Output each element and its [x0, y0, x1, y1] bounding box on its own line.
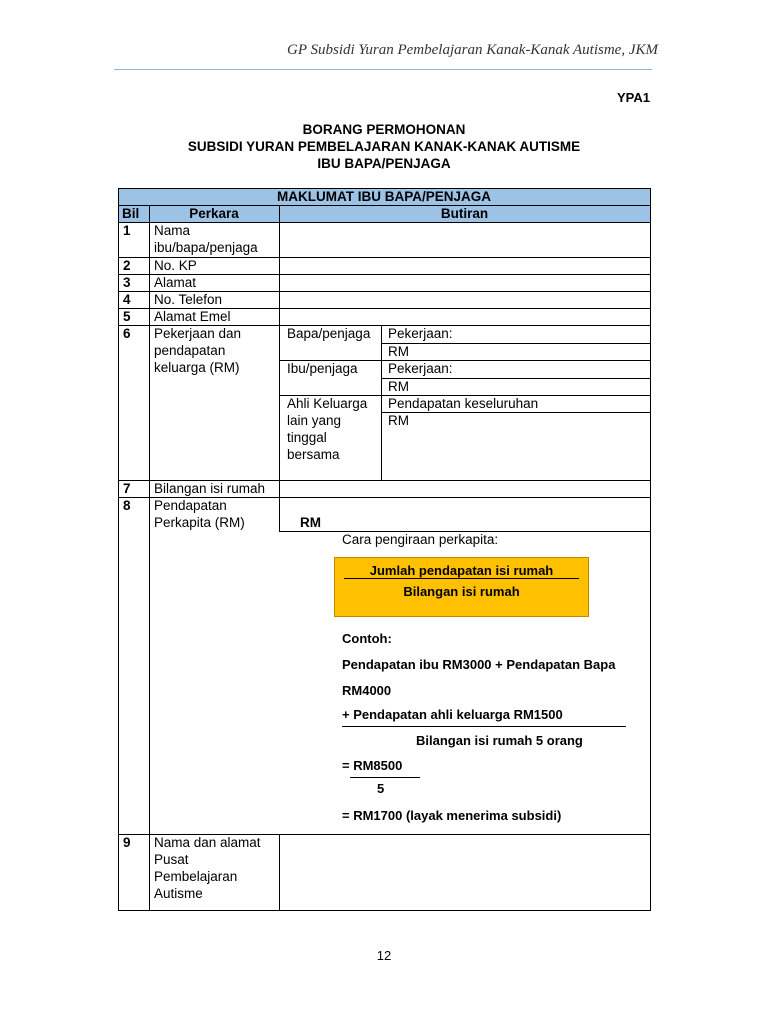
perkara-alamat: Alamat — [154, 275, 197, 290]
formula-box — [334, 557, 589, 617]
example-line: + Pendapatan ahli keluarga RM1500 — [342, 707, 563, 722]
row-number: 5 — [123, 309, 131, 324]
example-line: = RM1700 (layak menerima subsidi) — [342, 808, 562, 823]
example-line: Pendapatan ibu RM3000 + Pendapatan Bapa — [342, 657, 616, 672]
example-divider — [342, 726, 626, 727]
bapa-job-field[interactable]: Pekerjaan: — [388, 326, 453, 341]
formula-divider — [344, 578, 579, 579]
bapa-label: Bapa/penjaga — [287, 326, 371, 341]
row-number: 4 — [123, 292, 131, 307]
bapa-income-field[interactable]: RM — [388, 344, 409, 359]
form-code: YPA1 — [617, 90, 650, 105]
row-number: 2 — [123, 258, 131, 273]
row-number: 7 — [123, 481, 131, 496]
form-titles — [0, 121, 768, 172]
title-line-1: BORANG PERMOHONAN — [302, 122, 466, 137]
example-line: = RM8500 — [342, 758, 403, 773]
section-title: MAKLUMAT IBU BAPA/PENJAGA — [277, 189, 491, 204]
ibu-income-field[interactable]: RM — [388, 379, 409, 394]
ibu-job-field[interactable]: Pekerjaan: — [388, 361, 453, 376]
contoh-label: Contoh: — [342, 631, 392, 646]
ahli-label: Ahli Keluarga lain yang tinggal bersama — [287, 396, 368, 462]
title-line-3: IBU BAPA/PENJAGA — [317, 156, 451, 171]
page-number: 12 — [376, 948, 392, 963]
perkapita-rm-field[interactable]: RM — [300, 515, 321, 530]
row-number: 1 — [123, 223, 131, 238]
running-header: GP Subsidi Yuran Pembelajaran Kanak-Kanak Autisme, JKM — [287, 42, 658, 58]
row-number: 9 — [123, 835, 131, 850]
ahli-income-field[interactable]: RM — [388, 413, 409, 428]
example-line: RM4000 — [342, 683, 392, 698]
column-header-butiran: Butiran — [440, 206, 489, 221]
perkara-pekerjaan: Pekerjaan dan pendapatan keluarga (RM) — [154, 326, 242, 375]
perkara-nama: Nama ibu/bapa/penjaga — [154, 223, 258, 255]
column-header-perkara: Perkara — [189, 206, 239, 221]
perkara-isi-rumah: Bilangan isi rumah — [154, 481, 266, 496]
formula-numerator: Jumlah pendapatan isi rumah — [369, 563, 554, 578]
cara-pengiraan: Cara pengiraan perkapita: — [342, 532, 499, 547]
example-line: Bilangan isi rumah 5 orang — [416, 733, 583, 748]
row-number: 6 — [123, 326, 131, 341]
perkara-perkapita: Pendapatan Perkapita (RM) — [154, 498, 245, 530]
perkara-telefon: No. Telefon — [154, 292, 223, 307]
perkara-pusat: Nama dan alamat Pusat Pembelajaran Autisme — [154, 835, 261, 901]
header-divider — [114, 69, 652, 70]
example-line: 5 — [377, 781, 385, 796]
example-divider — [350, 777, 420, 778]
row-number: 8 — [123, 498, 131, 513]
perkara-emel: Alamat Emel — [154, 309, 231, 324]
ibu-label: Ibu/penjaga — [287, 361, 358, 376]
column-header-bil: Bil — [122, 206, 140, 221]
ahli-income-label: Pendapatan keseluruhan — [388, 396, 539, 411]
formula-denominator: Bilangan isi rumah — [403, 584, 520, 599]
row-number: 3 — [123, 275, 131, 290]
perkara-no-kp: No. KP — [154, 258, 197, 273]
title-line-2: SUBSIDI YURAN PEMBELAJARAN KANAK-KANAK AUTISME — [187, 139, 581, 154]
